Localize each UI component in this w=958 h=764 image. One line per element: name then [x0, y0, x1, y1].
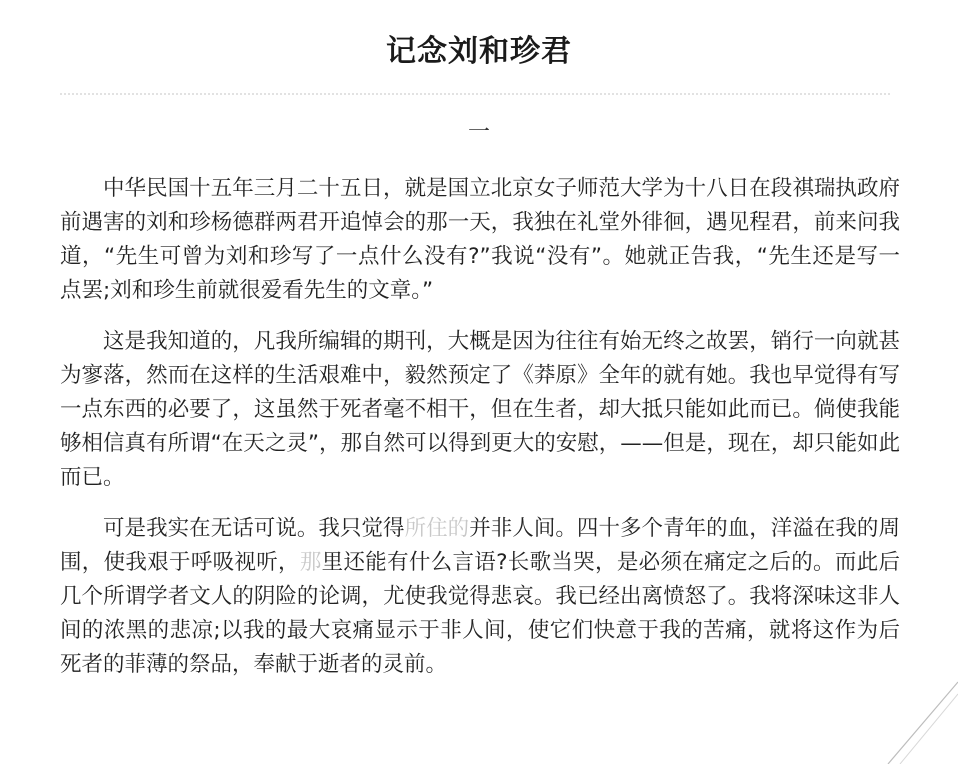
paragraph — [60, 512, 900, 682]
text-segment: 并非人间。四十多个青年的血，洋溢在我的周围，使我艰于呼吸视听， — [60, 516, 900, 575]
paragraph — [60, 325, 900, 495]
faded-text-segment: 那 — [299, 550, 322, 575]
text-segment: 这是我知道的，凡我所编辑的期刊，大概是因为往往有始无终之故罢，销行一向就甚为寥落，然而在这样的生活艰难中，毅然预定了《莽原》全年的就有她。我也早觉得有写一点东西的必要了，这虽然于死者毫不相干，但在生者，却大抵只能如此而已。倘使我能够相信真有所谓“在天之灵”，那自然可以得到更大的安慰，——但是，现在，却只能如此而已。 — [60, 329, 900, 490]
faded-text-segment: 所住的 — [404, 516, 470, 541]
text-segment: 可是我实在无话可说。我只觉得 — [103, 516, 405, 541]
section-number: 一 — [467, 120, 490, 145]
page-title: 记念刘和珍君 — [386, 34, 572, 69]
text-segment: 里还能有什么言语?长歌当哭，是必须在痛定之后的。而此后几个所谓学者文人的阴险的论调，尤使我觉得悲哀。我已经出离愤怒了。我将深味这非人间的浓黑的悲凉;以我的最大哀痛显示于非人间，使它们快意于我的苦痛，就将这作为后死者的菲薄的祭品，奉献于逝者的灵前。 — [60, 550, 900, 677]
paragraph — [60, 172, 900, 308]
corner-decoration — [868, 674, 958, 764]
article-body — [60, 172, 900, 699]
title-divider — [60, 93, 890, 95]
text-segment: 中华民国十五年三月二十五日，就是国立北京女子师范大学为十八日在段祺瑞执政府前遇害的刘和珍杨德群两君开追悼会的那一天，我独在礼堂外徘徊，遇见程君，前来问我道，“先生可曾为刘和珍写了一点什么没有?”我说“没有”。她就正告我，“先生还是写一点罢;刘和珍生前就很爱看先生的文章。” — [60, 176, 900, 303]
